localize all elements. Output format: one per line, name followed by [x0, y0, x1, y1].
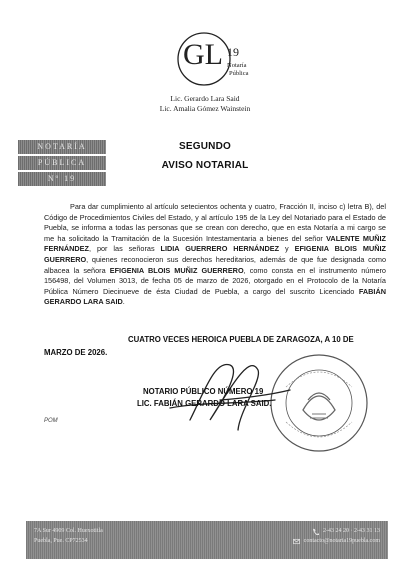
- city-line: CUATRO VECES HEROICA PUEBLA DE ZARAGOZA, A 10 DE: [128, 335, 354, 344]
- notary-name: Lic. Amalia Gómez Wainstein: [159, 103, 251, 113]
- stamp-line: PÚBLICA: [18, 156, 106, 170]
- body-text: y: [279, 244, 295, 254]
- notary-name-bold: FABIÁN GERARDO LARA SAID: [44, 286, 386, 307]
- footer-contact: [293, 526, 380, 546]
- body-text: , quienes reconocieron sus derechos hereditarios, además de que fue designada como albacea la señora: [44, 254, 386, 275]
- address-line: 7A Sur 4909 Col. Huexotitla: [34, 528, 103, 534]
- logo-letter-g: GL: [183, 38, 223, 71]
- email-icon: [293, 538, 300, 545]
- body-text: , por las señoras: [89, 244, 161, 254]
- footer-phone: 2-43 24 20 · 2-43 31 13: [323, 528, 380, 534]
- address-line: Puebla, Pue. CP72534: [34, 538, 88, 544]
- signature-title: NOTARIO PÚBLICO NÚMERO 19: [143, 387, 264, 396]
- heading-line-1: SEGUNDO: [179, 141, 231, 152]
- logo-line1: Notaría: [227, 62, 247, 69]
- pom-mark: POM: [44, 418, 58, 424]
- footer-bar: [26, 521, 388, 559]
- notaries-list: [0, 94, 410, 113]
- heir-name: LIDIA GUERRERO HERNÁNDEZ: [160, 244, 280, 254]
- logo-number: 19: [227, 45, 239, 59]
- stamp-line: NOTARÍA: [18, 140, 106, 154]
- executor-name: EFIGENIA BLOIS MUÑIZ GUERRERO: [109, 265, 244, 275]
- phone-icon: [312, 528, 319, 535]
- body-text: .: [122, 297, 125, 307]
- deceased-name: VALENTE MUÑIZ FERNÁNDEZ: [44, 233, 386, 254]
- notice-body: [44, 202, 386, 308]
- signature-name: LIC. FABIÁN GERARDO LARA SAID.: [137, 399, 272, 408]
- footer-email[interactable]: contacto@notaria19puebla.com: [303, 538, 380, 544]
- body-text: , como consta en el instrumento número 156498, del Volumen 3013, de fecha 05 de marzo de 2026, otorgado en el Protocolo de la Notaría Pública Número Diecinueve de ésta Ciudad de Puebla, a cargo del suscrito Licenciado: [44, 265, 386, 296]
- stamp-line: Nº 19: [18, 172, 106, 186]
- notaria-logo: [175, 30, 265, 92]
- heir-name: EFIGENIA BLOIS MUÑIZ GUERRERO: [44, 244, 386, 264]
- notary-name: Lic. Gerardo Lara Said: [170, 94, 240, 103]
- body-text: Para dar cumplimiento al artículo setecientos ochenta y cuatro, Fracción II, inciso c) letra B), del Código de Procedimientos Civiles del Estado, y al artículo 195 de la Ley del Notariado para el Estado de Puebla, se informa a todas las personas que se crean con derecho, que en esta Notaría a mi cargo se me ha solicitado la Tramitación de la Sucesión Intestamentaria a bienes del señor: [44, 202, 386, 243]
- footer-address: [34, 526, 103, 546]
- heading-line-2: AVISO NOTARIAL: [161, 160, 249, 171]
- date-line: MARZO DE 2026.: [44, 348, 108, 357]
- logo-line2: Pública: [229, 70, 249, 77]
